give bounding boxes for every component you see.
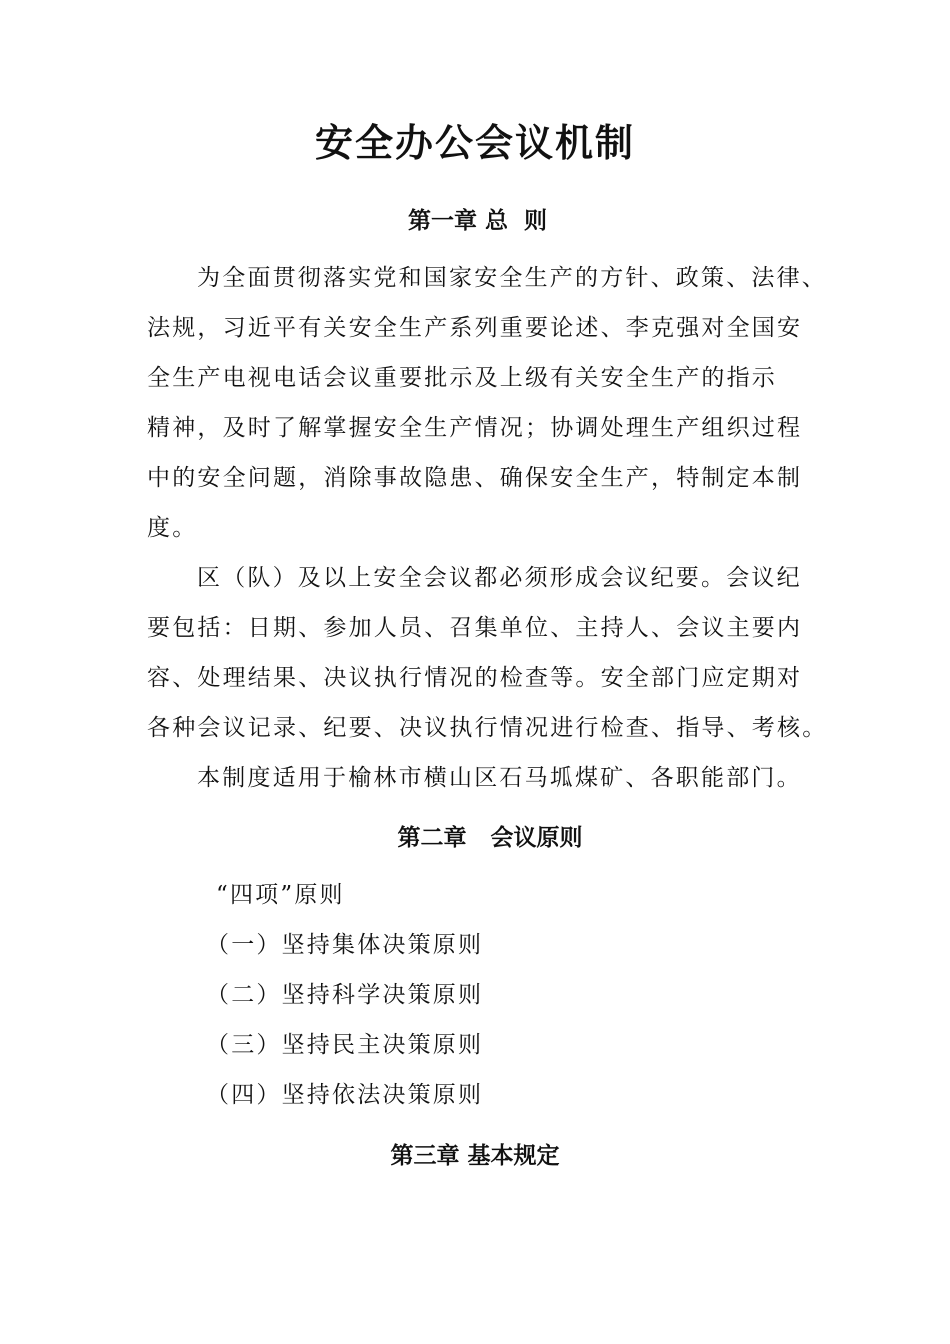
chapter-1-paragraph-3 [147,753,812,803]
chapter-3-heading: 第三章 基本规定 [390,1142,560,1169]
principles-list [206,870,483,1120]
text-line: 区（队）及以上安全会议都必须形成会议纪要。会议纪 [197,565,802,591]
chapter-1-heading: 第一章 总 则 [407,207,548,234]
chapter-1-paragraph-1 [147,253,827,553]
text-line: 法规，习近平有关安全生产系列重要论述、李克强对全国安 [147,315,803,341]
list-item: （四）坚持依法决策原则 [206,1082,484,1108]
chapter-2-heading: 第二章 会议原则 [397,824,583,851]
text-line: 精神，及时了解掌握安全生产情况；协调处理生产组织过程 [147,415,803,441]
text-line: 度。 [147,515,198,541]
text-line: 中的安全问题，消除事故隐患、确保安全生产，特制定本制 [147,465,803,491]
principles-intro: “四项”原则 [216,882,345,908]
list-item: （一）坚持集体决策原则 [206,932,484,958]
text-line: 本制度适用于榆林市横山区石马坬煤矿、各职能部门。 [197,765,802,791]
list-item: （二）坚持科学决策原则 [206,982,484,1008]
text-line: 容、处理结果、决议执行情况的检查等。安全部门应定期对 [147,665,803,691]
text-line: 全生产电视电话会议重要批示及上级有关安全生产的指示 [147,365,777,391]
text-line: 要包括：日期、参加人员、召集单位、主持人、会议主要内 [147,615,803,641]
text-line: 为全面贯彻落实党和国家安全生产的方针、政策、法律、 [197,265,827,291]
document-title: 安全办公会议机制 [314,120,635,165]
chapter-1-paragraph-2 [147,553,828,753]
list-item: （三）坚持民主决策原则 [206,1032,484,1058]
text-line: 各种会议记录、纪要、决议执行情况进行检查、指导、考核。 [147,715,828,741]
